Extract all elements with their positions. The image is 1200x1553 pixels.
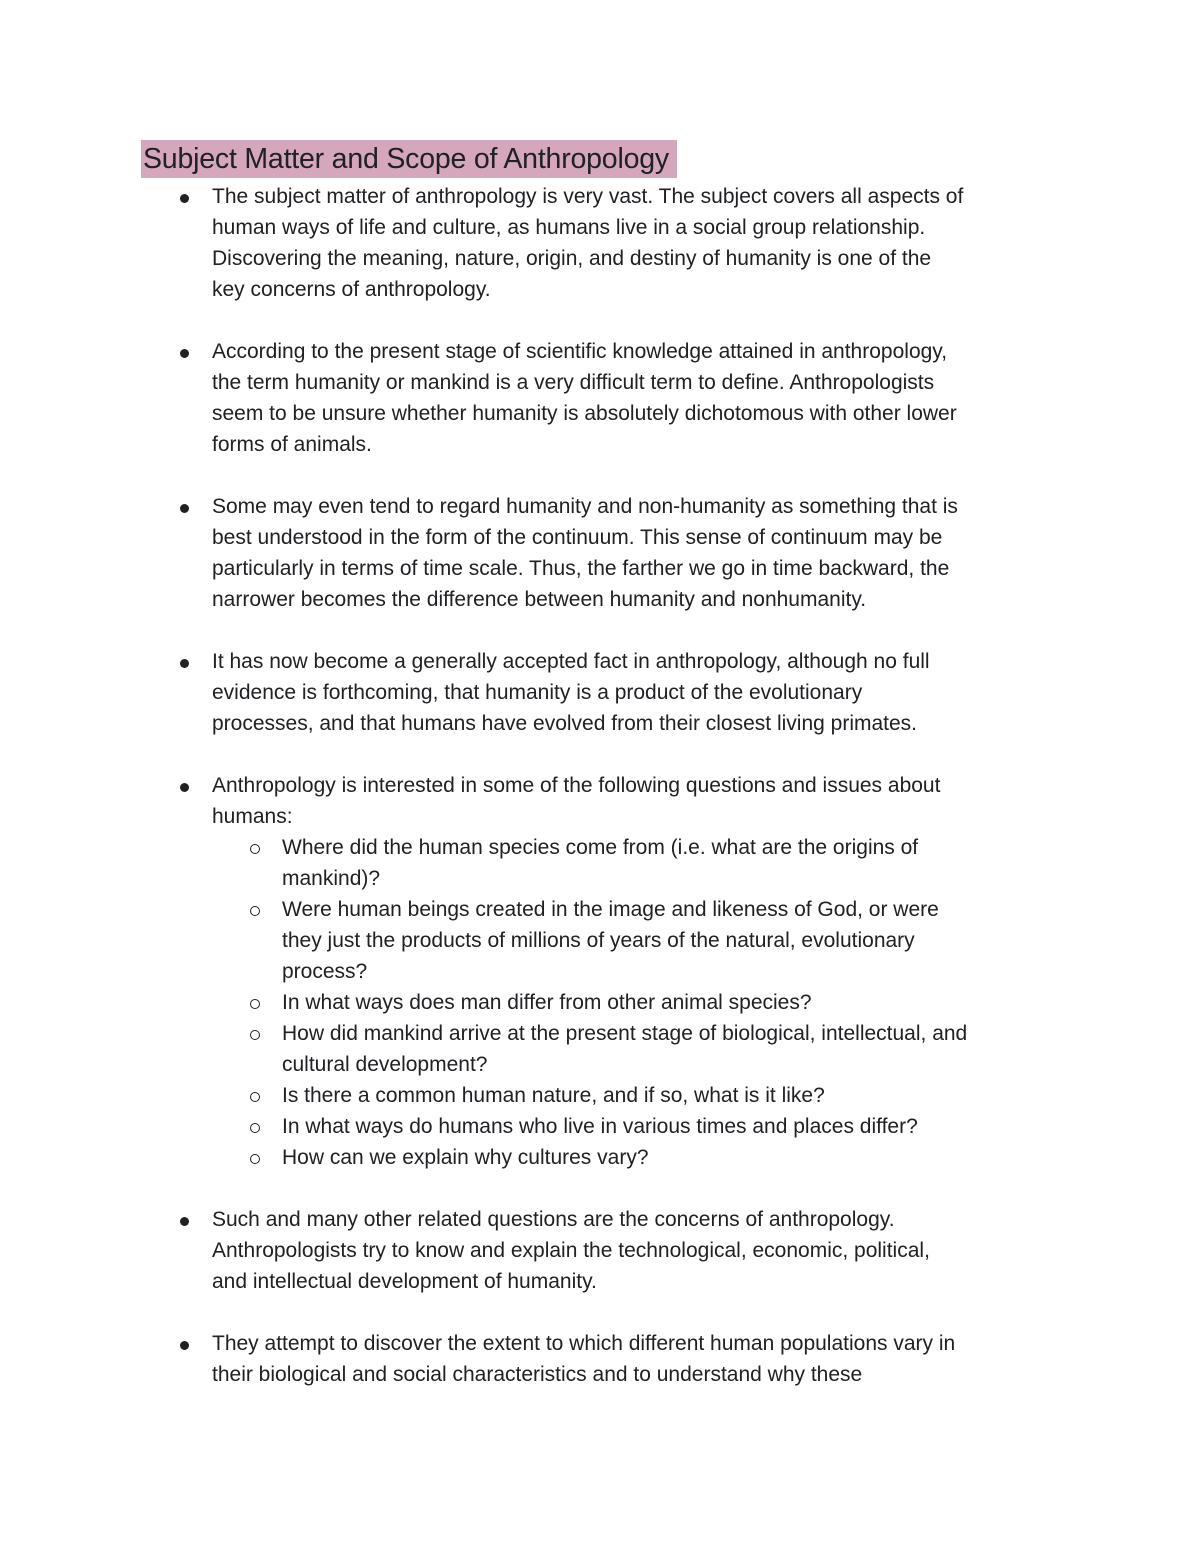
sublist-item-text: How did mankind arrive at the present stage of biological, intellectual, and cultural development? — [282, 1022, 968, 1076]
bullet-icon — [180, 504, 189, 513]
list-item — [0, 181, 1200, 305]
hollow-bullet-icon — [250, 1092, 260, 1102]
sublist-item-text: Where did the human species come from (i.e. what are the origins of mankind)? — [282, 836, 919, 890]
sublist-item — [0, 987, 1200, 1018]
sublist-item — [0, 832, 1200, 894]
list-item — [0, 770, 1200, 1173]
sublist-item-text: Were human beings created in the image and likeness of God, or were they just the products of millions of years of the natural, evolutionary process? — [282, 898, 939, 983]
bullet-icon — [180, 194, 189, 203]
sublist-item-text: In what ways does man differ from other animal species? — [282, 991, 812, 1014]
list-item-text: According to the present stage of scientific knowledge attained in anthropology, the term humanity or mankind is a very difficult term to define. Anthropologists seem to be unsure whether humanity is absolutely dichotomous with other lower forms of animals. — [212, 340, 957, 456]
bullet-list — [0, 181, 1200, 1421]
bullet-icon — [180, 349, 189, 358]
list-item-text: Anthropology is interested in some of the following questions and issues about humans: — [212, 774, 941, 828]
question-sublist — [0, 832, 1200, 1173]
bullet-icon — [180, 783, 189, 792]
list-item-text: They attempt to discover the extent to which different human populations vary in their biological and social characteristics and to understand why these — [212, 1332, 956, 1386]
sublist-item-text: Is there a common human nature, and if so, what is it like? — [282, 1084, 825, 1107]
sublist-item — [0, 1111, 1200, 1142]
list-item-text: The subject matter of anthropology is very vast. The subject covers all aspects of human ways of life and culture, as humans live in a social group relationship. Discovering the meaning, nature, origin, and destiny of humanity is one of the key concerns of anthropology. — [212, 185, 964, 301]
list-item — [0, 491, 1200, 615]
page-title: Subject Matter and Scope of Anthropology — [141, 140, 677, 178]
bullet-icon — [180, 1217, 189, 1226]
list-item — [0, 646, 1200, 739]
sublist-item-text: How can we explain why cultures vary? — [282, 1146, 649, 1169]
hollow-bullet-icon — [250, 844, 260, 854]
sublist-item — [0, 894, 1200, 987]
hollow-bullet-icon — [250, 1030, 260, 1040]
sublist-item — [0, 1018, 1200, 1080]
hollow-bullet-icon — [250, 1123, 260, 1133]
bullet-icon — [180, 659, 189, 668]
list-item — [0, 1204, 1200, 1297]
list-item-text: It has now become a generally accepted fact in anthropology, although no full evidence is forthcoming, that humanity is a product of the evolutionary processes, and that humans have evolved from their closest living primates. — [212, 650, 930, 735]
list-item — [0, 336, 1200, 460]
list-item-text: Such and many other related questions are the concerns of anthropology. Anthropologists try to know and explain the technological, economic, political, and intellectual development of humanity. — [212, 1208, 930, 1293]
list-item — [0, 1328, 1200, 1390]
list-item-text: Some may even tend to regard humanity and non-humanity as something that is best understood in the form of the continuum. This sense of continuum may be particularly in terms of time scale. Thus, the farther we go in time backward, the narrower becomes the difference between humanity and nonhumanity. — [212, 495, 958, 611]
sublist-item-text: In what ways do humans who live in various times and places differ? — [282, 1115, 918, 1138]
hollow-bullet-icon — [250, 906, 260, 916]
bullet-icon — [180, 1341, 189, 1350]
hollow-bullet-icon — [250, 1154, 260, 1164]
hollow-bullet-icon — [250, 999, 260, 1009]
sublist-item — [0, 1142, 1200, 1173]
sublist-item — [0, 1080, 1200, 1111]
